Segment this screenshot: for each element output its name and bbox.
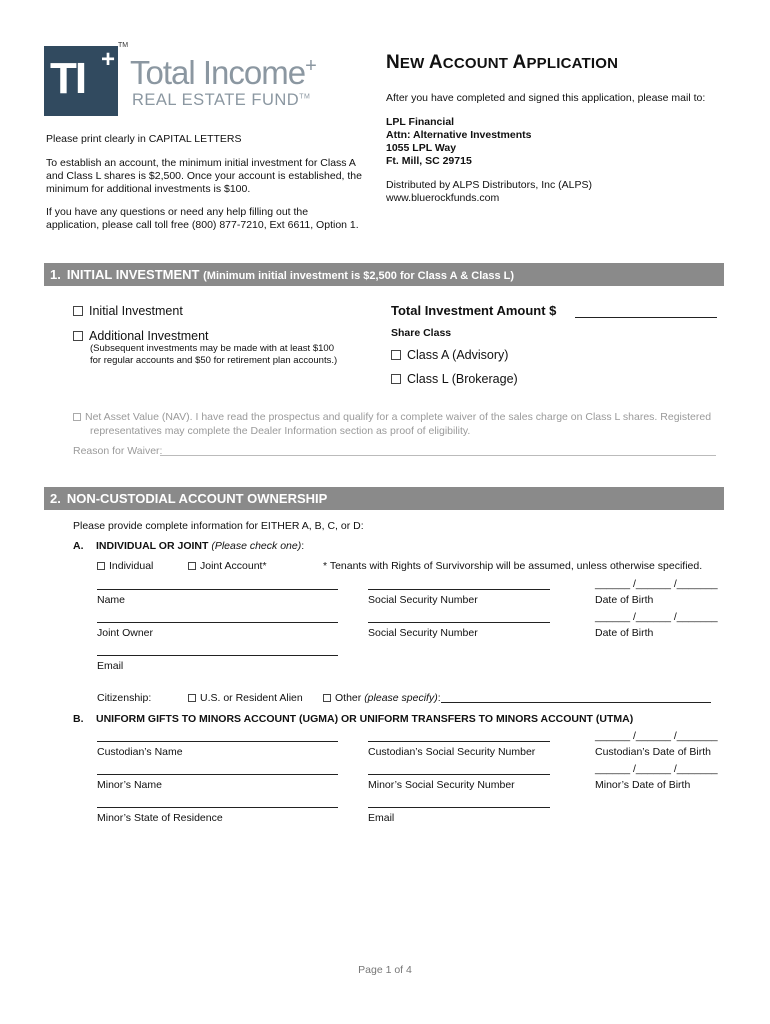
option-label: U.S. or Resident Alien	[200, 692, 303, 704]
nav-text: representatives may complete the Dealer Information section as proof of eligibility.	[90, 424, 471, 437]
custodian-dob-field[interactable]: ______ /______ /_______	[595, 730, 718, 742]
part-a-letter: A.	[73, 540, 84, 552]
option-label: Class A (Advisory)	[407, 348, 509, 362]
minor-email-label: Email	[368, 812, 395, 824]
note-line: minimum for additional investments is $100.	[46, 183, 251, 195]
brand-plus: +	[305, 55, 316, 77]
custodian-name-field[interactable]	[97, 741, 338, 742]
checkbox[interactable]	[188, 694, 196, 702]
checkbox[interactable]	[73, 306, 83, 316]
part-a-title: INDIVIDUAL OR JOINT (Please check one):	[96, 540, 305, 552]
title-part: A	[428, 52, 443, 73]
note-line: for regular accounts and $50 for retirement plan accounts.)	[90, 354, 338, 366]
custodian-ssn-label: Custodian’s Social Security Number	[368, 746, 536, 758]
logo-tm: TM	[118, 42, 129, 49]
joint-owner-field[interactable]	[97, 622, 338, 623]
option-label: Initial Investment	[89, 304, 183, 318]
joint-ssn-label: Social Security Number	[368, 627, 478, 639]
minor-dob-label: Minor’s Date of Birth	[595, 779, 691, 791]
brand-name	[130, 54, 316, 92]
section-subtitle: (Minimum initial investment is $2,500 for Class A & Class L)	[203, 270, 515, 282]
print-clearly-note: Please print clearly in CAPITAL LETTERS	[46, 133, 242, 145]
email-field[interactable]	[97, 655, 338, 656]
option-label: Additional Investment	[89, 329, 209, 343]
part-note: (Please check one)	[211, 540, 302, 552]
part-b-title: UNIFORM GIFTS TO MINORS ACCOUNT (UGMA) OR UNIFORM TRANSFERS TO MINORS ACCOUNT (UTMA)	[96, 713, 634, 725]
minor-email-field[interactable]	[368, 807, 550, 808]
title-part: EW	[399, 55, 429, 72]
individual-option[interactable]	[97, 560, 153, 572]
logo-ti: TI	[50, 54, 86, 103]
class-l-option[interactable]	[391, 372, 518, 386]
other-option[interactable]: Other (please specify):	[323, 692, 441, 704]
title-part: PPLICATION	[526, 55, 619, 72]
address-line: 1055 LPL Way	[386, 142, 457, 154]
joint-account-option[interactable]	[188, 560, 267, 572]
logo-plus: +	[100, 46, 115, 73]
share-class-label: Share Class	[391, 327, 452, 339]
minimum-investment-note	[46, 157, 362, 196]
title-part: A	[512, 52, 527, 73]
address-line: Ft. Mill, SC 29715	[386, 155, 472, 167]
joint-ssn-field[interactable]	[368, 622, 550, 623]
note-line: application, please call toll free (800) 877-7210, Ext 6611, Option 1.	[46, 219, 359, 231]
minor-state-label: Minor’s State of Residence	[97, 812, 223, 824]
reason-for-waiver-label: Reason for Waiver:	[73, 445, 163, 457]
section-title: INITIAL INVESTMENT	[66, 267, 200, 282]
ssn-field[interactable]	[368, 589, 550, 590]
checkbox[interactable]	[391, 374, 401, 384]
brand-subname	[132, 91, 310, 110]
note-line: (Subsequent investments may be made with at least $100	[90, 343, 334, 354]
section-number: 1.	[50, 267, 61, 282]
ssn-label: Social Security Number	[368, 594, 478, 606]
checkbox[interactable]	[188, 562, 196, 570]
part-b-letter: B.	[73, 713, 84, 725]
us-resident-option[interactable]	[188, 692, 303, 704]
note-line: If you have any questions or need any help filling out the	[46, 206, 309, 218]
distributed-by: Distributed by ALPS Distributors, Inc (ALPS)	[386, 179, 592, 191]
initial-investment-option[interactable]	[73, 304, 183, 318]
page-title	[386, 52, 618, 74]
section-2-instructions: Please provide complete information for EITHER A, B, C, or D:	[73, 520, 364, 532]
brand-subname-text: REAL ESTATE FUND	[132, 91, 300, 109]
option-label: Other	[335, 692, 362, 704]
reason-for-waiver-field[interactable]	[160, 455, 716, 456]
citizenship-label: Citizenship:	[97, 692, 152, 704]
note-line: To establish an account, the minimum initial investment for Class A	[46, 157, 356, 169]
other-citizenship-field[interactable]	[441, 702, 711, 703]
address-line: LPL Financial	[386, 116, 455, 128]
title-part: CCOUNT	[442, 55, 513, 72]
minor-name-label: Minor’s Name	[97, 779, 162, 791]
minor-name-field[interactable]	[97, 774, 338, 775]
brand-name-text: Total Income	[130, 54, 306, 91]
total-investment-field[interactable]	[575, 317, 717, 318]
joint-owner-label: Joint Owner	[97, 627, 154, 639]
tenants-note: * Tenants with Rights of Survivorship will be assumed, unless otherwise specified.	[323, 560, 703, 572]
nav-text: Net Asset Value (NAV). I have read the prospectus and qualify for a complete waiver of the sales charge on Class L shares. Registered	[85, 411, 712, 423]
minor-ssn-field[interactable]	[368, 774, 550, 775]
address-line: Attn: Alternative Investments	[386, 129, 532, 141]
website-link[interactable]: www.bluerockfunds.com	[386, 192, 500, 204]
brand-sub-tm: TM	[299, 93, 311, 101]
option-label: Individual	[109, 560, 154, 572]
custodian-dob-label: Custodian’s Date of Birth	[595, 746, 711, 758]
option-label: Joint Account*	[200, 560, 267, 572]
name-field[interactable]	[97, 589, 338, 590]
option-note: (please specify)	[364, 692, 438, 704]
minor-state-field[interactable]	[97, 807, 338, 808]
section-1-header	[44, 263, 724, 286]
page-number: Page 1 of 4	[358, 964, 412, 976]
section-2-header	[44, 487, 724, 510]
note-line: and Class L shares is $2,500. Once your account is established, the	[46, 170, 362, 182]
nav-waiver-option[interactable]	[73, 411, 711, 438]
logo-mark	[44, 46, 118, 116]
joint-dob-field[interactable]: ______ /______ /_______	[595, 611, 718, 623]
name-label: Name	[97, 594, 126, 606]
minor-dob-field[interactable]: ______ /______ /_______	[595, 763, 718, 775]
minor-ssn-label: Minor’s Social Security Number	[368, 779, 515, 791]
joint-dob-label: Date of Birth	[595, 627, 654, 639]
email-label: Email	[97, 660, 124, 672]
checkbox[interactable]	[97, 562, 105, 570]
additional-investment-option[interactable]	[73, 329, 209, 343]
checkbox[interactable]	[73, 331, 83, 341]
part-title: INDIVIDUAL OR JOINT	[96, 540, 209, 552]
additional-investment-note	[90, 343, 337, 366]
checkbox[interactable]	[323, 694, 331, 702]
dob-field[interactable]: ______ /______ /_______	[595, 578, 718, 590]
mail-intro: After you have completed and signed this application, please mail to:	[386, 92, 706, 104]
class-a-option[interactable]	[391, 348, 508, 362]
section-title: NON-CUSTODIAL ACCOUNT OWNERSHIP	[66, 491, 328, 506]
checkbox[interactable]	[391, 350, 401, 360]
dob-label: Date of Birth	[595, 594, 654, 606]
custodian-name-label: Custodian’s Name	[97, 746, 183, 758]
custodian-ssn-field[interactable]	[368, 741, 550, 742]
mail-address	[386, 116, 531, 168]
option-label: Class L (Brokerage)	[407, 372, 518, 386]
title-part: N	[386, 52, 400, 73]
questions-note	[46, 206, 359, 232]
total-investment-label: Total Investment Amount $	[391, 303, 557, 318]
checkbox[interactable]	[73, 413, 81, 421]
section-number: 2.	[50, 491, 61, 506]
